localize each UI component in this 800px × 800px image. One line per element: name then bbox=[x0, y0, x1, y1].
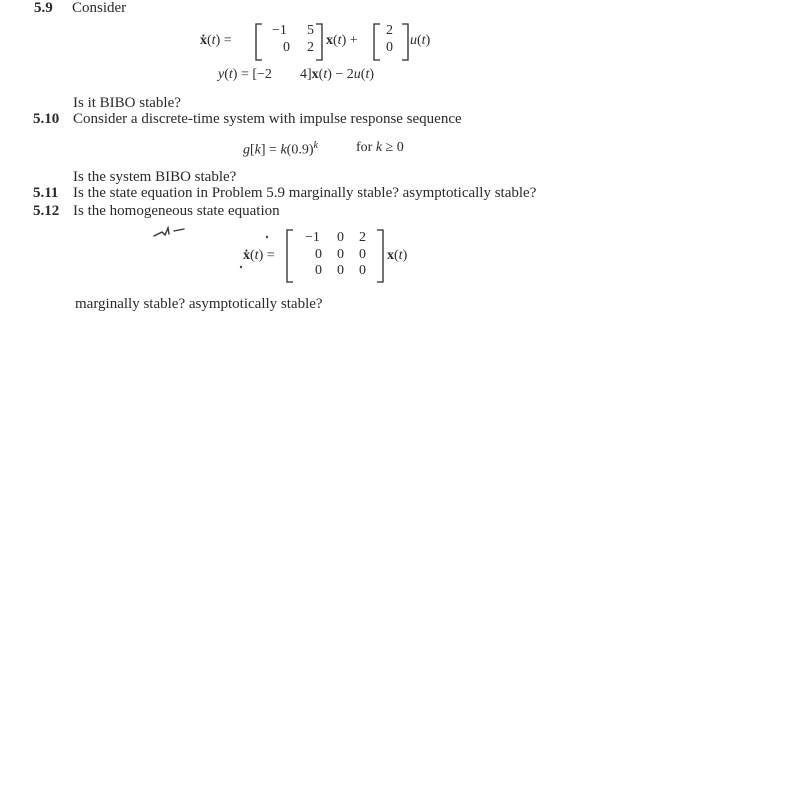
eq510: $g[k] = k(0.9)^k$ bbox=[243, 140, 318, 158]
question-5-12: marginally stable? asymptotically stable? bbox=[75, 296, 323, 312]
problem-number-5-12: 5.12 bbox=[33, 203, 60, 219]
eq512-a-22: 0 bbox=[337, 247, 344, 262]
question-5-10: Is the system BIBO stable? bbox=[73, 169, 237, 185]
problem-text-5-11: Is the state equation in Problem 5.9 marginally stable? asymptotically stable? bbox=[73, 185, 537, 201]
problem-number-5-11: 5.11 bbox=[33, 185, 59, 201]
eq59-output-lhs: y(t) = [−2 bbox=[218, 67, 272, 82]
eq59-lhs: ẋ(t) = bbox=[200, 33, 232, 48]
eq510-condition: for k ≥ 0 bbox=[356, 140, 404, 155]
eq512-a-12: 0 bbox=[337, 230, 344, 245]
eq512-lhs: ẋ(t) = bbox=[243, 248, 275, 263]
scan-dot-2 bbox=[238, 264, 244, 270]
eq59-a-11: −1 bbox=[272, 23, 287, 38]
eq512-a-13: 2 bbox=[359, 230, 366, 245]
eq512-a-32: 0 bbox=[337, 263, 344, 278]
eq59-mid: x(t) + bbox=[326, 33, 358, 48]
problem-text-5-12: Is the homogeneous state equation bbox=[73, 203, 280, 219]
eq59-a-12: 5 bbox=[307, 23, 314, 38]
eq59-output-rest: 4]x(t) − 2u(t) bbox=[300, 67, 375, 82]
scan-dot-1 bbox=[264, 234, 270, 240]
eq512-a-11: −1 bbox=[305, 230, 320, 245]
pen-mark-scribble bbox=[152, 225, 186, 239]
eq512-matrix-brackets bbox=[285, 228, 385, 284]
eq59-b-1: 2 bbox=[386, 23, 393, 38]
eq512-tail: x(t) bbox=[387, 248, 408, 263]
problem-text-5-10: Consider a discrete-time system with impulse response sequence bbox=[73, 111, 462, 127]
question-5-9: Is it BIBO stable? bbox=[73, 95, 181, 111]
problem-number-5-10: 5.10 bbox=[33, 111, 60, 127]
eq512-a-21: 0 bbox=[315, 247, 322, 262]
problem-text-5-9: Consider bbox=[72, 0, 127, 16]
eq512-a-33: 0 bbox=[359, 263, 366, 278]
eq59-a-21: 0 bbox=[283, 40, 290, 55]
eq59-tail: u(t) bbox=[410, 33, 431, 48]
eq512-a-23: 0 bbox=[359, 247, 366, 262]
eq59-a-22: 2 bbox=[307, 40, 314, 55]
eq59-b-2: 0 bbox=[386, 40, 393, 55]
eq512-a-31: 0 bbox=[315, 263, 322, 278]
problem-number-5-9: 5.9 bbox=[34, 0, 53, 16]
